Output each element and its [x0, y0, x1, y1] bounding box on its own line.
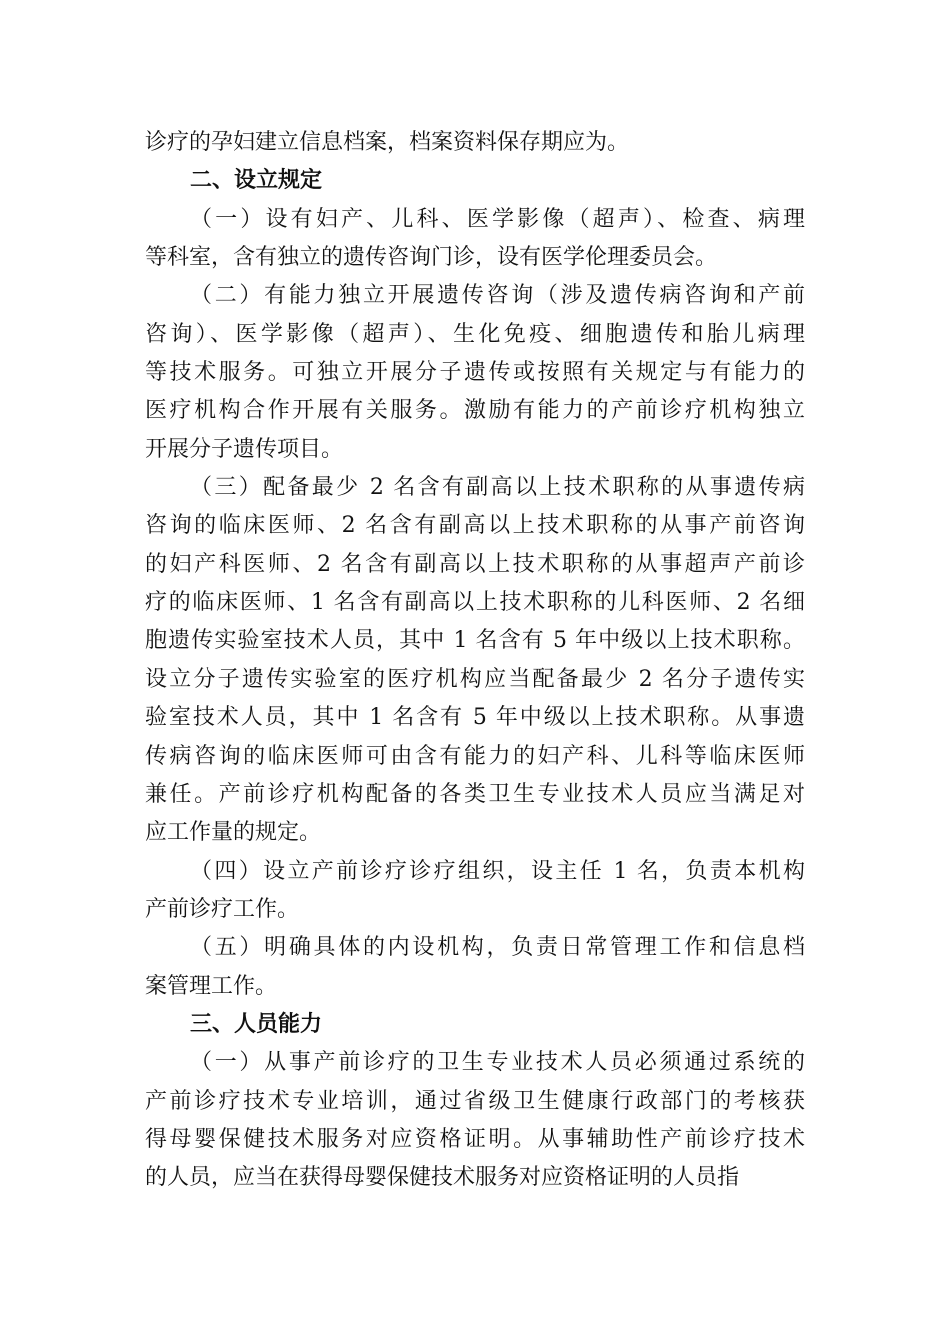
paragraph-line: 案管理工作。: [145, 973, 278, 999]
paragraph: [145, 929, 805, 1006]
paragraph: [145, 201, 805, 278]
paragraph-line: 咨询）、医学影像（超声）、生化免疫、细胞遗传和胎儿病理: [145, 321, 805, 347]
section-heading: 三、人员能力: [190, 1011, 323, 1037]
paragraph-line: 得母婴保健技术服务对应资格证明。从事辅助性产前诊疗技术: [145, 1126, 805, 1152]
paragraph-line: 医疗机构合作开展有关服务。激励有能力的产前诊疗机构独立: [145, 398, 805, 424]
paragraph-line: 的人员，应当在获得母婴保健技术服务对应资格证明的人员指: [145, 1165, 740, 1191]
paragraph-line: 的妇产科医师、2 名含有副高以上技术职称的从事超声产前诊: [145, 551, 805, 577]
paragraph-line: 诊疗的孕妇建立信息档案，档案资料保存期应为。: [145, 130, 630, 155]
paragraph-line: 产前诊疗工作。: [145, 896, 300, 922]
paragraph-line: 验室技术人员，其中 1 名含有 5 年中级以上技术职称。从事遗: [145, 705, 805, 731]
paragraph-line: 设立分子遗传实验室的医疗机构应当配备最少 2 名分子遗传实: [145, 666, 805, 692]
paragraph-line: （一）设有妇产、儿科、医学影像（超声）、检查、病理: [190, 206, 805, 232]
paragraph-line: 开展分子遗传项目。: [145, 436, 344, 462]
paragraph-line: （一）从事产前诊疗的卫生专业技术人员必须通过系统的: [190, 1050, 805, 1076]
paragraph-line: （四）设立产前诊疗诊疗组织，设主任 1 名，负责本机构: [190, 858, 805, 884]
paragraph-line: 疗的临床医师、1 名含有副高以上技术职称的儿科医师、2 名细: [145, 590, 805, 616]
paragraph-line: （二）有能力独立开展遗传咨询（涉及遗传病咨询和产前: [190, 283, 805, 309]
paragraph-line: 应工作量的规定。: [145, 820, 322, 846]
paragraph: [145, 469, 805, 852]
paragraph-line: 等科室，含有独立的遗传咨询门诊，设有医学伦理委员会。: [145, 245, 718, 271]
paragraph-line: 兼任。产前诊疗机构配备的各类卫生专业技术人员应当满足对: [145, 781, 805, 807]
paragraph-line: （五）明确具体的内设机构，负责日常管理工作和信息档: [190, 935, 805, 961]
paragraph-line: 胞遗传实验室技术人员，其中 1 名含有 5 年中级以上技术职称。: [145, 628, 805, 654]
document-body: [145, 124, 805, 1198]
section-heading: 二、设立规定: [190, 168, 323, 194]
paragraph-line: 产前诊疗技术专业培训，通过省级卫生健康行政部门的考核获: [145, 1088, 805, 1114]
paragraph: [145, 124, 805, 162]
paragraph-line: （三）配备最少 2 名含有副高以上技术职称的从事遗传病: [190, 475, 805, 501]
paragraph-line: 传病咨询的临床医师可由含有能力的妇产科、儿科等临床医师: [145, 743, 805, 769]
paragraph: [145, 853, 805, 930]
paragraph: [145, 1044, 805, 1197]
paragraph: [145, 277, 805, 469]
paragraph-line: 等技术服务。可独立开展分子遗传或按照有关规定与有能力的: [145, 360, 805, 386]
paragraph-line: 咨询的临床医师、2 名含有副高以上技术职称的从事产前咨询: [145, 513, 805, 539]
